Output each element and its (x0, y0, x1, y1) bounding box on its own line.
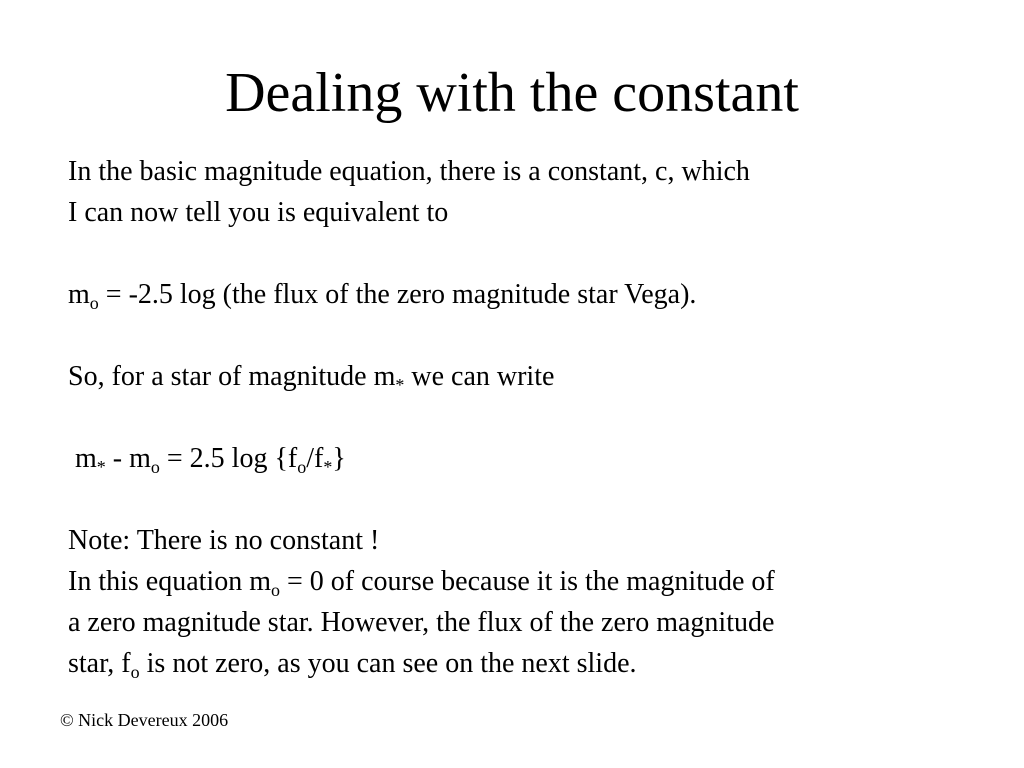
note-line-2-subscript: o (270, 580, 280, 600)
eq2-sub3: o (297, 457, 307, 477)
eq1-subscript: o (89, 293, 99, 313)
slide-body (68, 151, 968, 684)
intro-line-1: In the basic magnitude equation, there is a constant, c, which (68, 156, 750, 187)
note-line-2 (68, 561, 968, 602)
note-line-4-b: is not zero, as you can see on the next slide. (139, 648, 637, 679)
para2-after: we can write (404, 361, 555, 392)
star-magnitude-line (68, 356, 968, 397)
eq2-sub4: * (323, 457, 333, 477)
intro-line-2: I can now tell you is equivalent to (68, 197, 449, 228)
slide-title: Dealing with the constant (225, 62, 799, 124)
eq2-slash: /f (306, 443, 324, 474)
note-line-4 (68, 643, 968, 684)
spacer (68, 397, 968, 438)
equation-magnitude-difference (68, 438, 968, 479)
note-line-1: Note: There is no constant ! (68, 525, 380, 556)
eq2-close: } (332, 443, 346, 474)
eq2-eq: = 2.5 log {f (159, 443, 298, 474)
eq2-sub2: o (150, 457, 160, 477)
copyright-footer: © Nick Devereux 2006 (60, 710, 229, 730)
para2-subscript: * (395, 375, 405, 395)
eq1-rest: = -2.5 log (the flux of the zero magnitude star Vega). (98, 279, 697, 310)
note-line-2-b: = 0 of course because it is the magnitude of (279, 566, 775, 597)
spacer (68, 233, 968, 274)
eq2-minus: - m (105, 443, 151, 474)
eq1-m: m (68, 279, 90, 310)
eq2-m1: m (68, 443, 97, 474)
note-line-4-subscript: o (130, 662, 140, 682)
para2-before: So, for a star of magnitude m (68, 361, 396, 392)
eq2-sub1: * (96, 457, 106, 477)
spacer (68, 479, 968, 520)
note-line-2-a: In this equation m (68, 566, 271, 597)
note-line-4-a: star, f (68, 648, 131, 679)
equation-zero-point (68, 274, 968, 315)
note-line-3: a zero magnitude star. However, the flux of the zero magnitude (68, 607, 775, 638)
spacer (68, 315, 968, 356)
